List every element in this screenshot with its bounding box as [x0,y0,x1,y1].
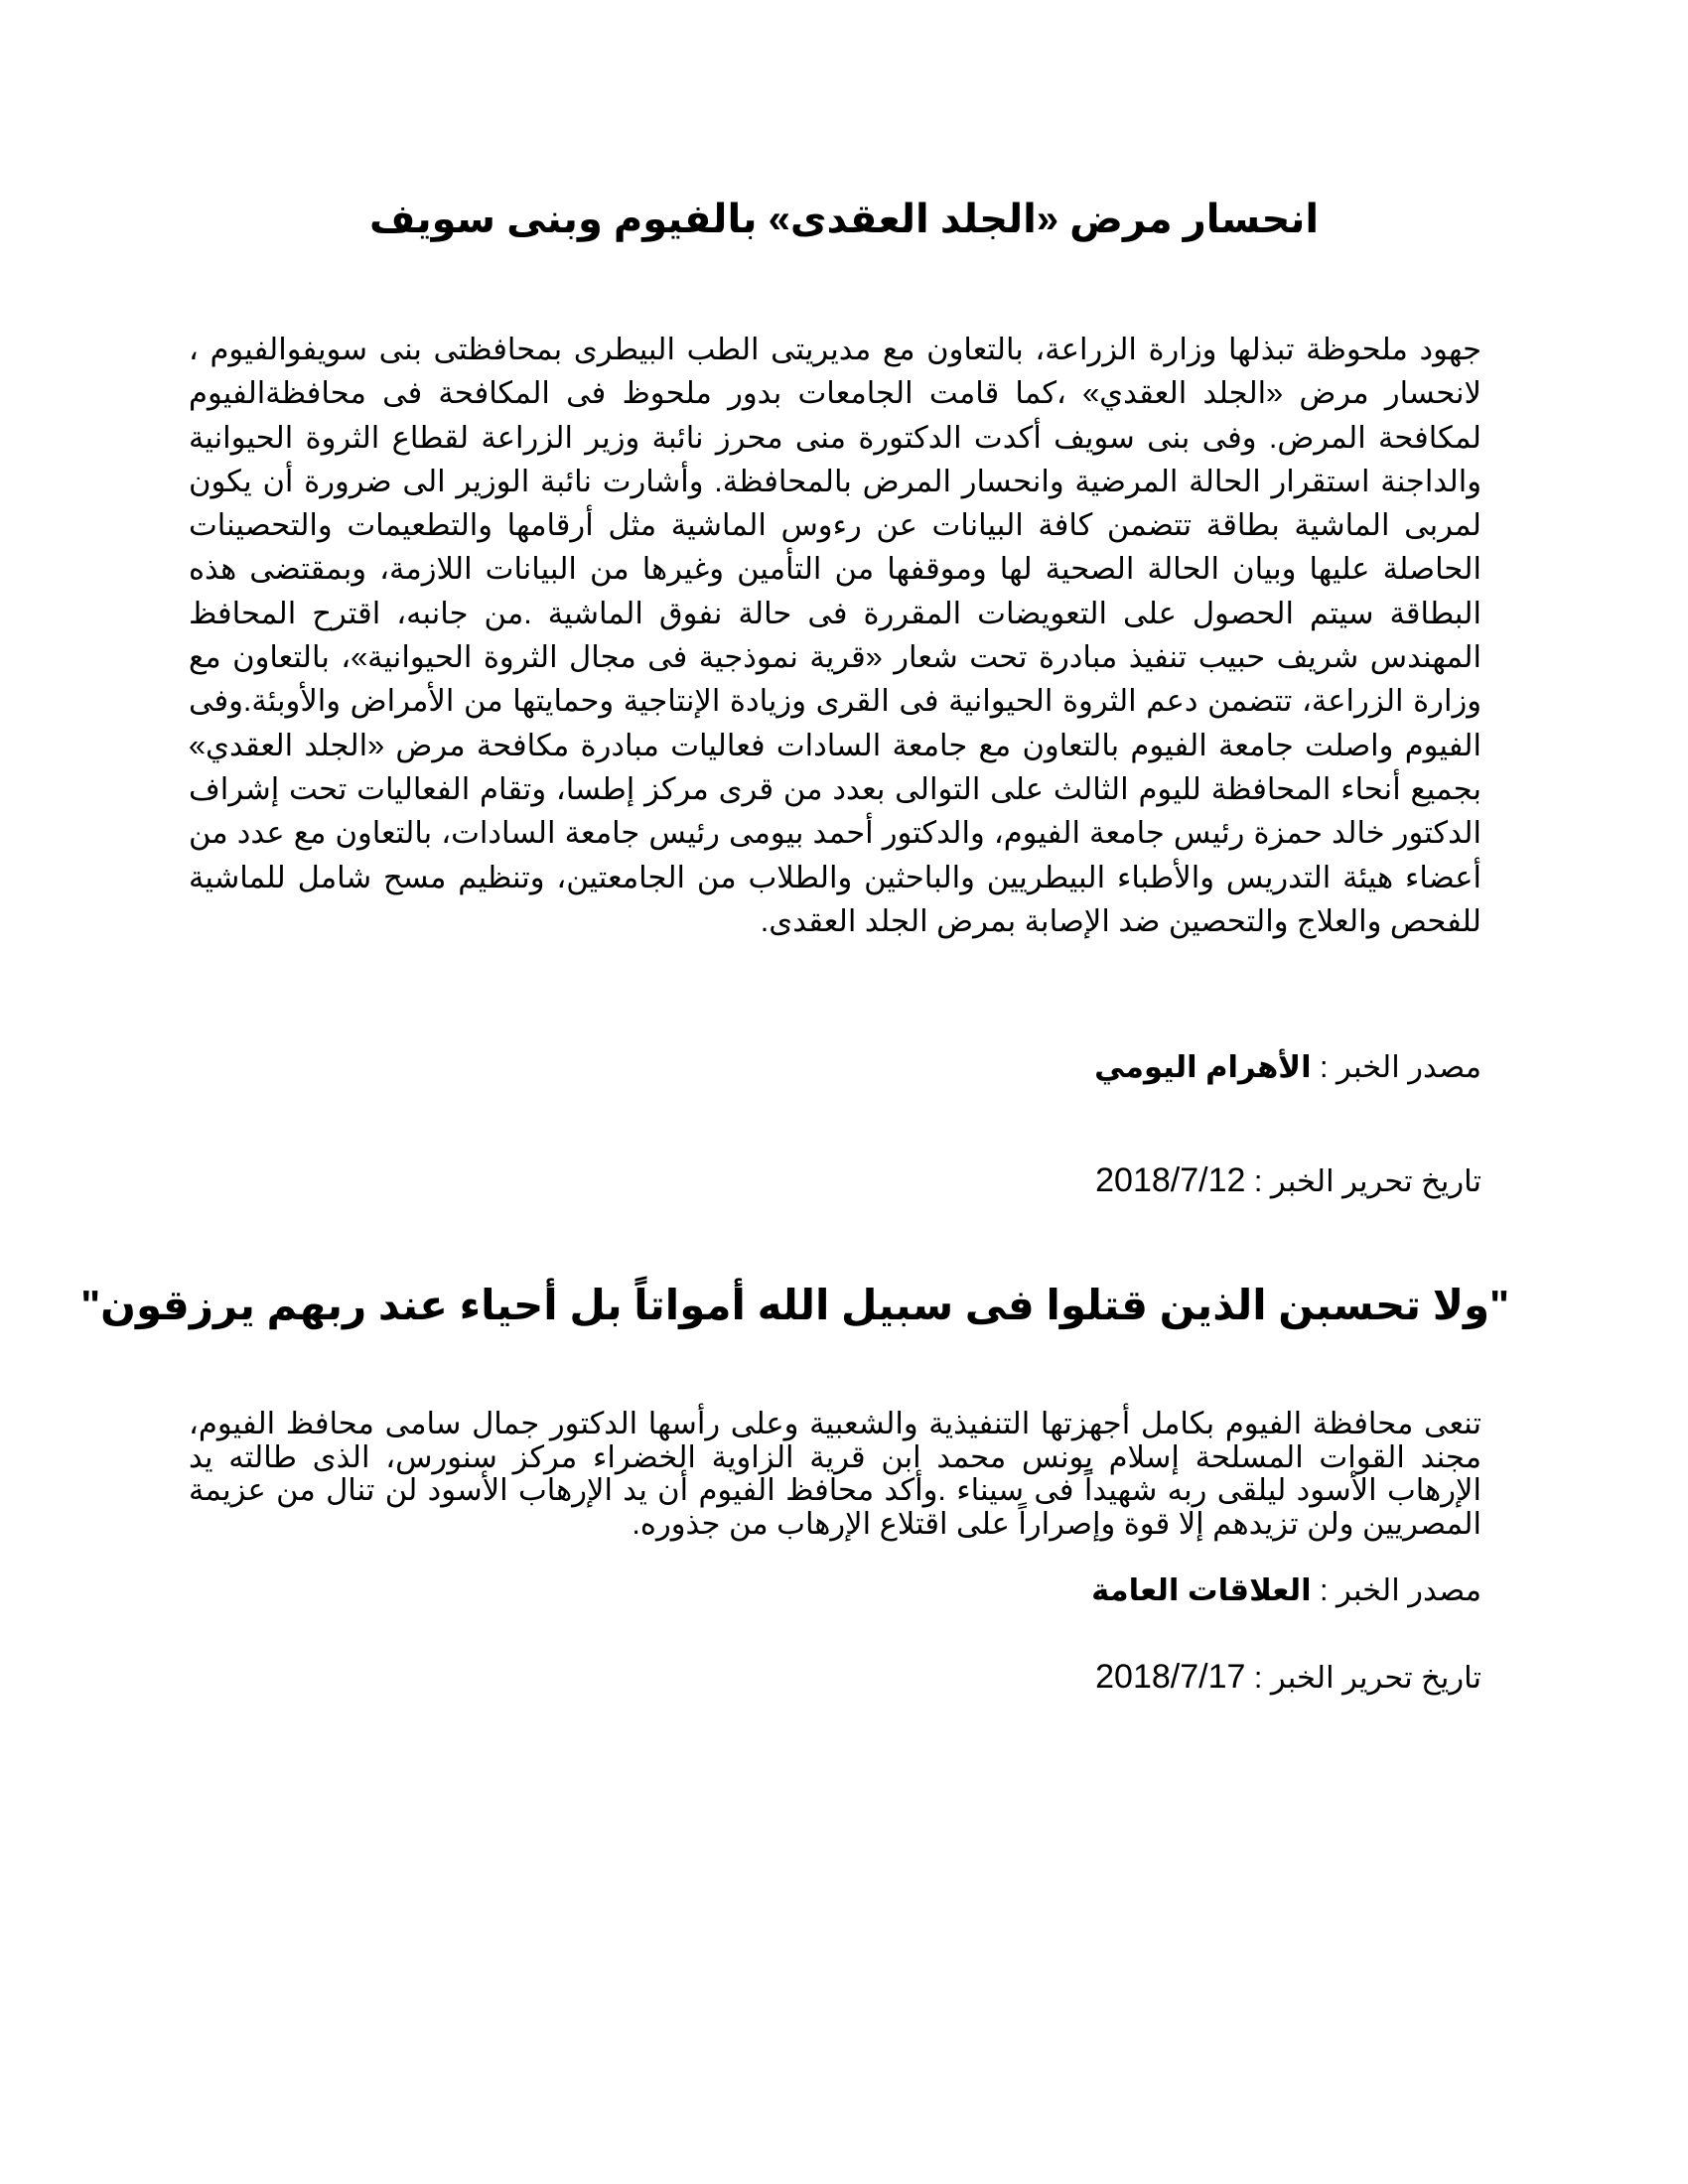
article-2-date-label: تاريخ تحرير الخبر : [1245,1661,1481,1695]
article-2-source [1091,1573,1481,1608]
article-1-source [1094,1050,1481,1085]
article-1-date-label: تاريخ تحرير الخبر : [1245,1164,1481,1198]
article-2-title: "ولا تحسبن الذين قتلوا فى سبيل الله أمواتاً بل أحياء عند ربهم يرزقون" [80,1282,1509,1328]
article-1-date-value: 2018/7/12 [1095,1161,1246,1199]
article-1-date [1095,1161,1481,1200]
article-2-body: تنعى محافظة الفيوم بكامل أجهزتها التنفيذية والشعبية وعلى رأسها الدكتور جمال سامى محافظ الفيوم، مجند القوات المسلحة إسلام يونس محمد ابن قرية الزاوية الخضراء مركز سنورس، الذى طالته يد الإرهاب الأسود ليلقى ربه شهيداً فى سيناء .وأكد محافظ الفيوم أن يد الإرهاب الأسود لن تنال من عزيمة المصريين ولن تزيدهم إلا قوة وإصراراً على اقتلاع الإرهاب من جذوره. [189,1407,1481,1541]
article-2-date [1095,1658,1481,1697]
article-1-source-value: الأهرام اليومي [1094,1050,1312,1084]
article-2-source-value: العلاقات العامة [1091,1573,1312,1607]
article-2-source-label: مصدر الخبر : [1311,1573,1481,1607]
article-1-body: جهود ملحوظة تبذلها وزارة الزراعة، بالتعاون مع مديريتى الطب البيطرى بمحافظتى بنى سويفوالفيوم ، لانحسار مرض «الجلد العقدي» ،كما قامت الجامعات بدور ملحوظ فى المكافحة فى محافظةالفيوم لمكافحة المرض. وفى بنى سويف أكدت الدكتورة منى محرز نائبة وزير الزراعة لقطاع الثروة الحيوانية والداجنة استقرار الحالة المرضية وانحسار المرض بالمحافظة. وأشارت نائبة الوزير الى ضرورة أن يكون لمربى الماشية بطاقة تتضمن كافة البيانات عن رءوس الماشية مثل أرقامها والتطعيمات والتحصينات الحاصلة عليها وبيان الحالة الصحية لها وموقفها من التأمين وغيرها من البيانات اللازمة، وبمقتضى هذه البطاقة سيتم الحصول على التعويضات المقررة فى حالة نفوق الماشية .من جانبه، اقترح المحافظ المهندس شريف حبيب تنفيذ مبادرة تحت شعار «قرية نموذجية فى مجال الثروة الحيوانية»، بالتعاون مع وزارة الزراعة، تتضمن دعم الثروة الحيوانية فى القرى وزيادة الإنتاجية وحمايتها من الأمراض والأوبئة.وفى الفيوم واصلت جامعة الفيوم بالتعاون مع جامعة السادات فعاليات مبادرة مكافحة مرض «الجلد العقدي» بجميع أنحاء المحافظة لليوم الثالث على التوالى بعدد من قرى مركز إطسا، وتقام الفعاليات تحت إشراف الدكتور خالد حمزة رئيس جامعة الفيوم، والدكتور أحمد بيومى رئيس جامعة السادات، بالتعاون مع عدد من أعضاء هيئة التدريس والأطباء البيطريين والباحثين والطلاب من الجامعتين، وتنظيم مسح شامل للماشية للفحص والعلاج والتحصين ضد الإصابة بمرض الجلد العقدى. [189,333,1481,938]
article-1-title: انحسار مرض «الجلد العقدى» بالفيوم وبنى سويف [368,198,1320,241]
article-1-source-label: مصدر الخبر : [1311,1050,1481,1084]
article-2-date-value: 2018/7/17 [1095,1658,1246,1696]
